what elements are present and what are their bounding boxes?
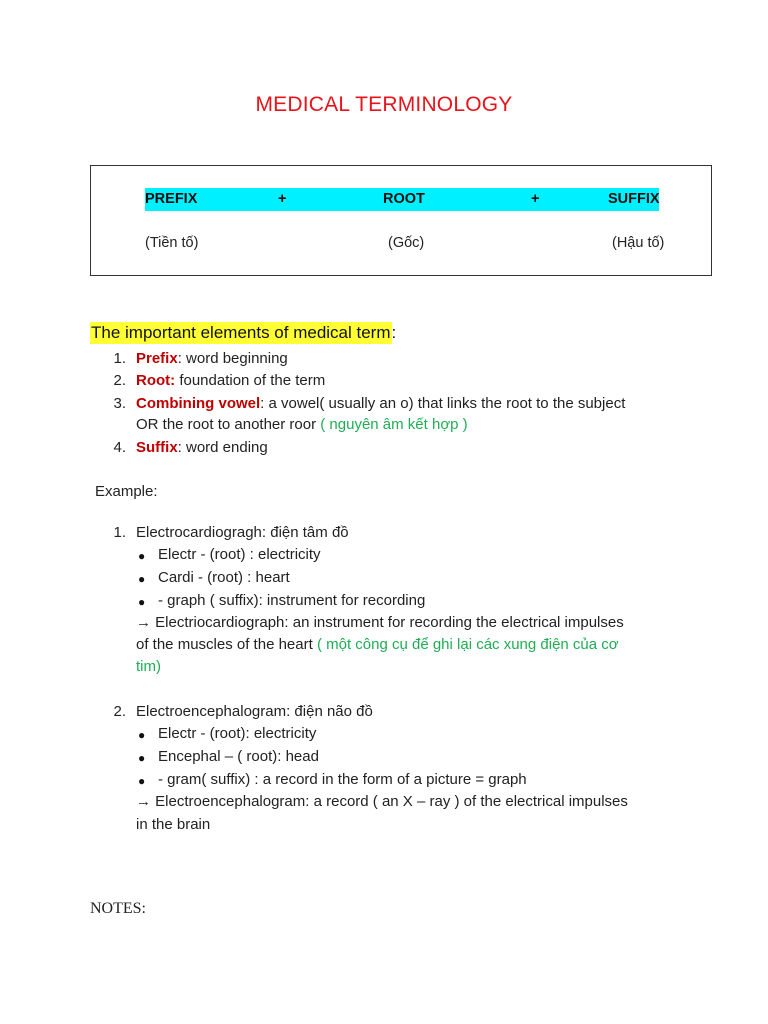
term-prefix: Prefix [136, 350, 178, 367]
example-bullet: Cardi - (root) : heart [158, 569, 290, 586]
example-term: Electroencephalogram: điện não đồ [136, 703, 373, 720]
arrow-icon: → [136, 793, 151, 810]
list-number: 2. [113, 372, 126, 389]
plus-sign: + [278, 191, 287, 207]
plus-sign: + [531, 191, 540, 207]
list-number: 3. [113, 395, 126, 412]
example-term: Electrocardiogragh: điện tâm đồ [136, 524, 349, 541]
heading-highlight: The important elements of medical term [91, 323, 391, 342]
bullet-icon: ● [138, 549, 146, 563]
list-number: 4. [113, 439, 126, 456]
bullet-icon: ● [138, 774, 146, 788]
term-desc: : a vowel( usually an o) that links the root to the subject [260, 395, 626, 412]
term-desc: foundation of the term [175, 372, 326, 389]
term-combining-vowel: Combining vowel [136, 395, 261, 412]
example-bullet: - gram( suffix) : a record in the form of a picture = graph [158, 771, 527, 788]
formula-box [90, 165, 712, 276]
section-heading [90, 323, 396, 343]
example-result-cont: in the brain [136, 816, 211, 833]
example-result-cont: of the muscles of the heart ( một công cụ để ghi lại các xung điện của cơ [136, 636, 619, 653]
bullet-icon: ● [138, 751, 146, 765]
example-number: 2. [113, 703, 126, 720]
example-bullet: Encephal – ( root): head [158, 748, 319, 765]
vietnamese-note-cont: tim) [136, 658, 161, 675]
vietnamese-note: ( một công cụ để ghi lại các xung điện của cơ [316, 636, 619, 653]
example-bullet: Electr - (root) : electricity [158, 546, 321, 563]
example-label: Example: [95, 483, 158, 500]
term-suffix: Suffix [136, 439, 178, 456]
root-label: ROOT [383, 191, 425, 207]
term-desc: : word beginning [177, 350, 288, 367]
term-desc: : word ending [177, 439, 268, 456]
prefix-translation: (Tiền tố) [145, 235, 199, 251]
suffix-translation: (Hậu tố) [612, 235, 665, 251]
arrow-icon: → [136, 614, 151, 631]
example-bullet: - graph ( suffix): instrument for recording [158, 592, 426, 609]
list-item [136, 439, 268, 456]
example-result: → Electroencephalogram: a record ( an X – ray ) of the electrical impulses [136, 793, 628, 810]
page-title: MEDICAL TERMINOLOGY [255, 93, 513, 116]
example-result: → Electriocardiograph: an instrument for recording the electrical impulses [136, 614, 624, 631]
list-number: 1. [113, 350, 126, 367]
term-desc-cont: OR the root to another roor [136, 416, 321, 433]
example-number: 1. [113, 524, 126, 541]
root-translation: (Gốc) [388, 235, 425, 251]
vietnamese-note: ( nguyên âm kết hợp ) [320, 416, 468, 433]
prefix-label: PREFIX [145, 191, 198, 207]
bullet-icon: ● [138, 595, 146, 609]
bullet-icon: ● [138, 728, 146, 742]
list-item-continuation [136, 416, 468, 433]
suffix-label: SUFFIX [608, 191, 660, 207]
list-item [136, 350, 288, 367]
notes-label: NOTES: [90, 900, 146, 917]
term-root: Root: [136, 372, 176, 389]
list-item [136, 372, 325, 389]
bullet-icon: ● [138, 572, 146, 586]
example-bullet: Electr - (root): electricity [158, 725, 317, 742]
heading-colon: : [391, 323, 397, 342]
list-item [136, 395, 625, 412]
